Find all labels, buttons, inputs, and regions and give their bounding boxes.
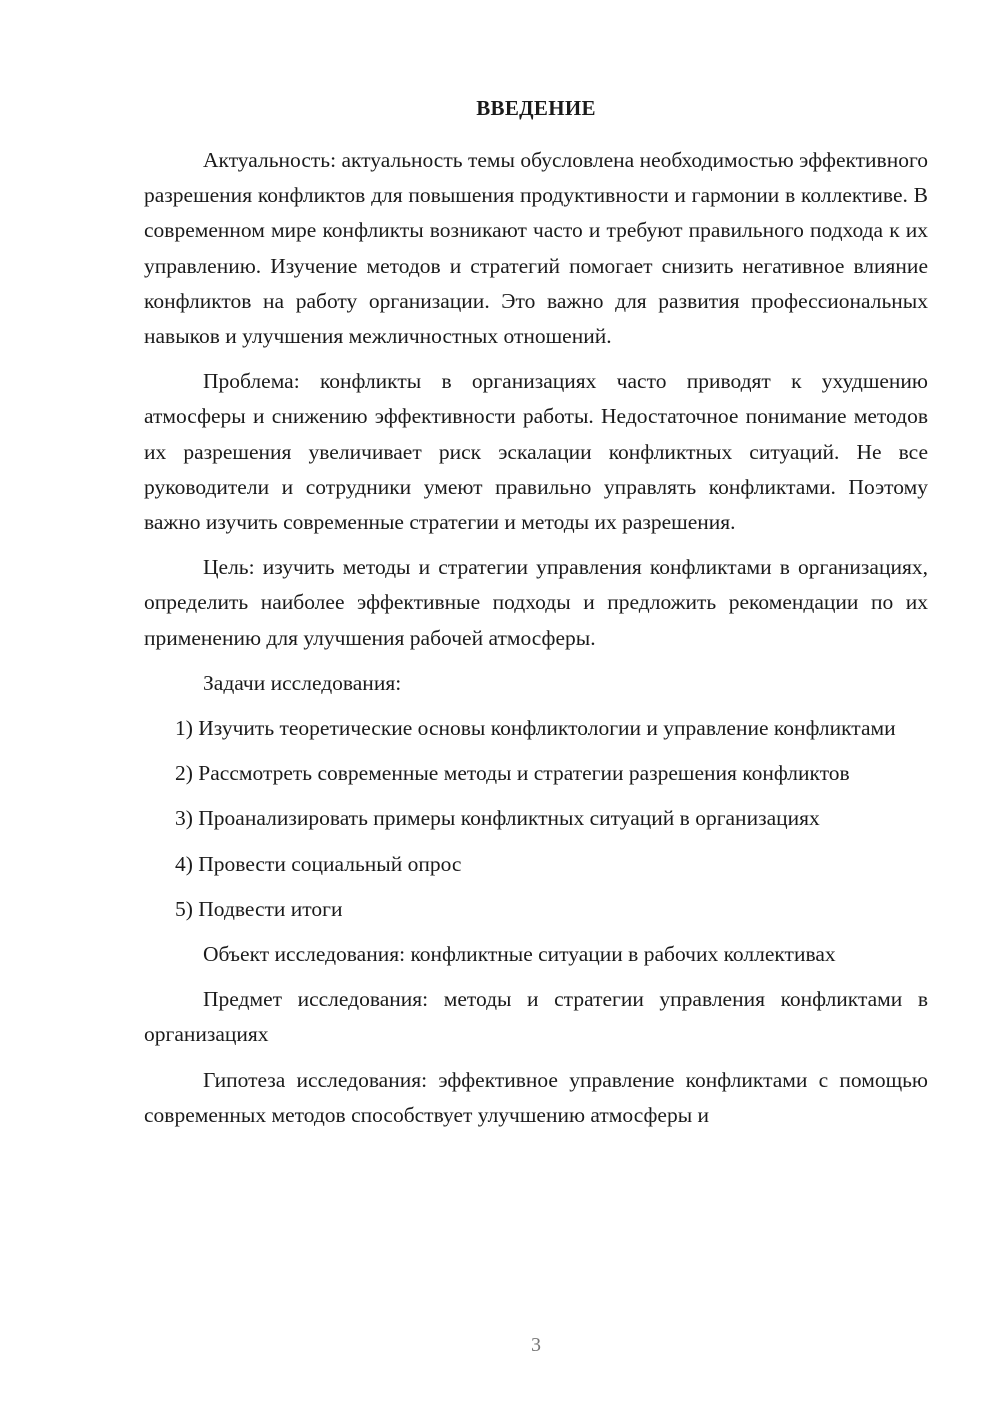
paragraph-goal: Цель: изучить методы и стратегии управления конфликтами в организациях, определить наиболее эффективные подходы и предложить рекомендации по их применению для улучшения рабочей атмосферы.	[144, 555, 928, 650]
section-title: ВВЕДЕНИЕ	[476, 96, 596, 120]
page-number: 3	[531, 1334, 541, 1356]
tasks-heading: Задачи исследования:	[203, 670, 402, 695]
paragraph-hypothesis: Гипотеза исследования: эффективное управление конфликтами с помощью современных методов способствует улучшению атмосферы и	[144, 1067, 928, 1127]
task-item: 5) Подвести итоги	[175, 896, 343, 921]
task-item: 3) Проанализировать примеры конфликтных ситуаций в организациях	[175, 806, 820, 831]
paragraph-subject: Предмет исследования: методы и стратегии управления конфликтами в организациях	[144, 987, 928, 1047]
body-text	[144, 143, 928, 1133]
task-item: 4) Провести социальный опрос	[175, 851, 462, 876]
paragraph-relevance: Актуальность: актуальность темы обусловлена необходимостью эффективного разрешения конфликтов для повышения продуктивности и гармонии в коллективе. В современном мире конфликты возникают часто и требуют правильного подхода к их управлению. Изучение методов и стратегий помогает снизить негативное влияние конфликтов на работу организации. Это важно для развития профессиональных навыков и улучшения межличностных отношений.	[144, 148, 928, 349]
task-item: 2) Рассмотреть современные методы и стратегии разрешения конфликтов	[175, 761, 850, 786]
task-item: 1) Изучить теоретические основы конфликтологии и управление конфликтами	[175, 716, 896, 741]
paragraph-object: Объект исследования: конфликтные ситуации в рабочих коллективах	[203, 942, 836, 967]
paragraph-problem: Проблема: конфликты в организациях часто приводят к ухудшению атмосферы и снижению эффективности работы. Недостаточное понимание методов их разрешения увеличивает риск эскалации конфликтных ситуаций. Не все руководители и сотрудники умеют правильно управлять конфликтами. Поэтому важно изучить современные стратегии и методы их разрешения.	[144, 369, 928, 535]
